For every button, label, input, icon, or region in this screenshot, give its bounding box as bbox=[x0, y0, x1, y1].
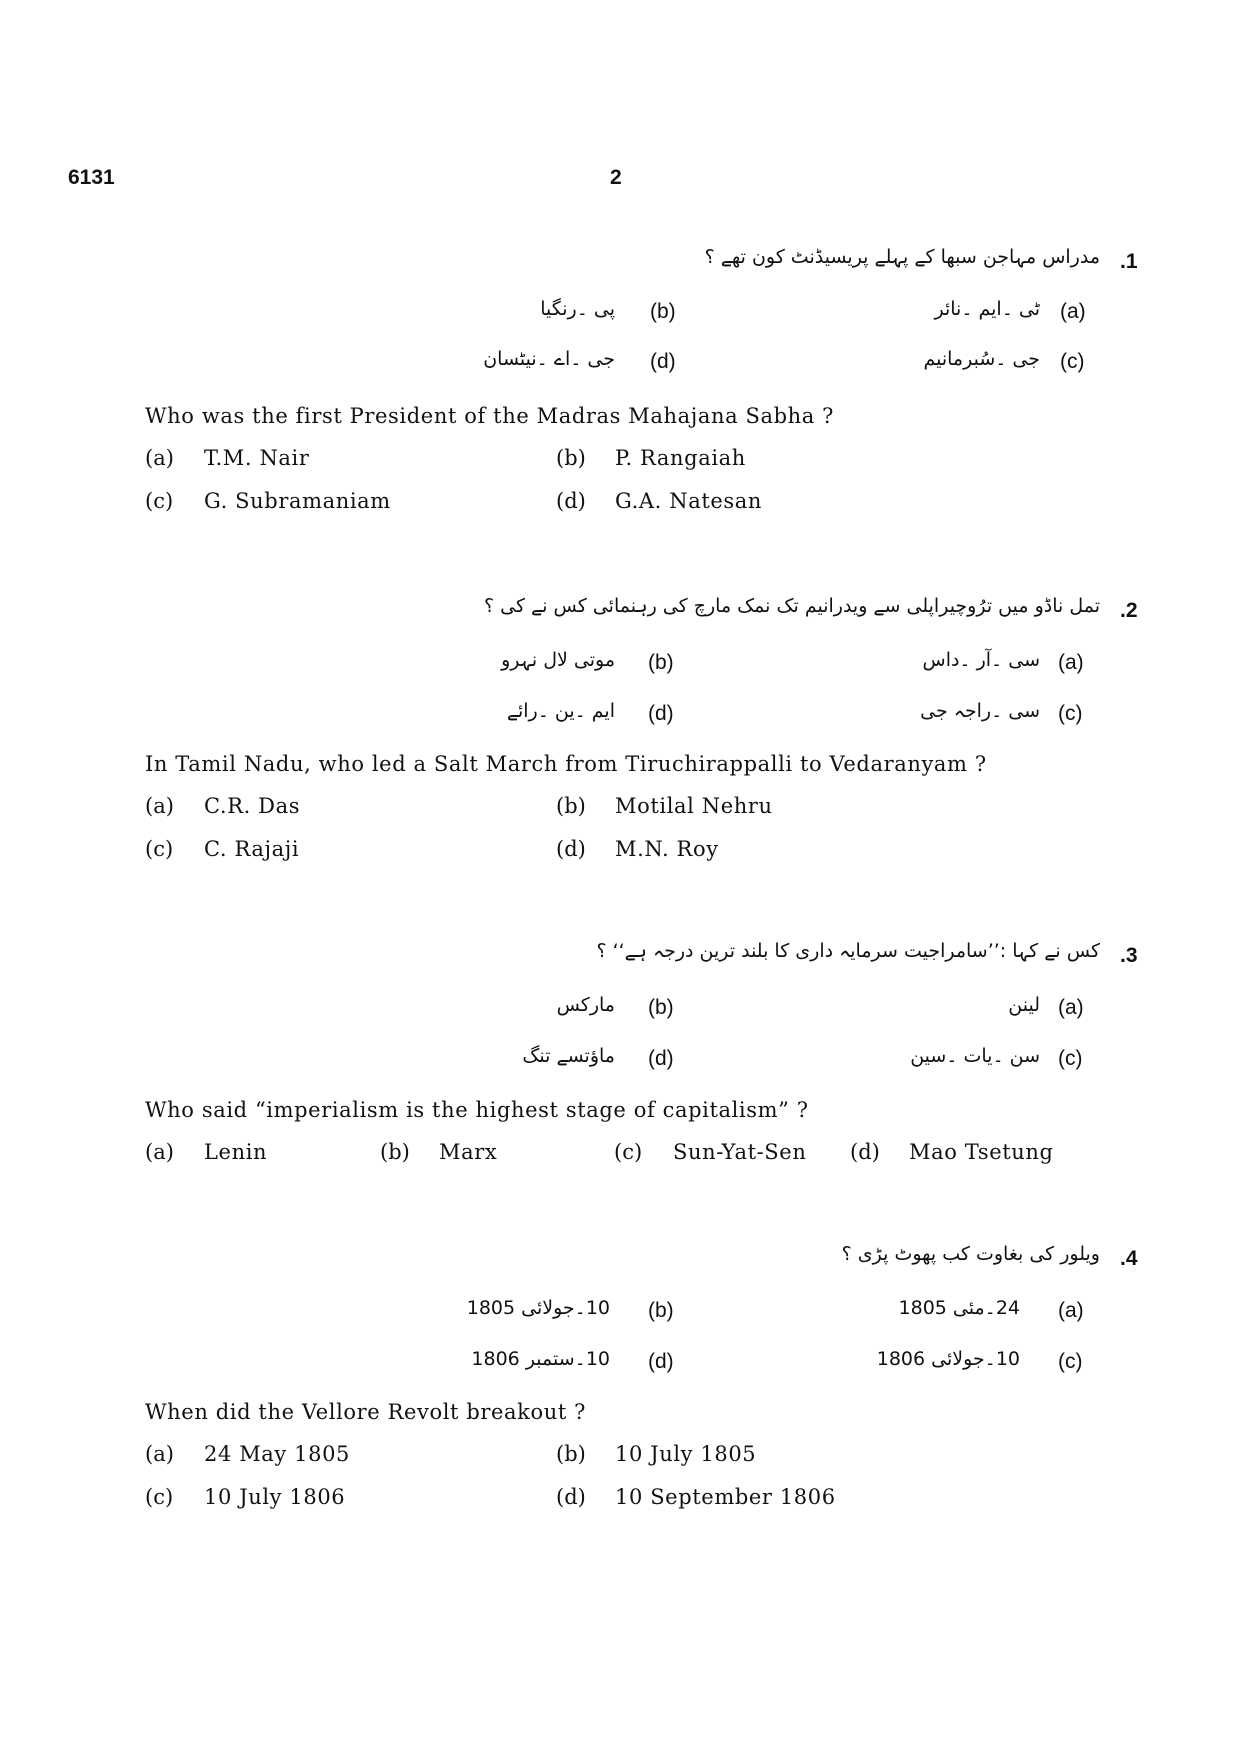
urdu-option-c: سی ۔راجہ جی bbox=[920, 700, 1040, 722]
english-option-letter-d: (d) bbox=[556, 489, 586, 513]
question-number: .4 bbox=[1120, 1247, 1138, 1270]
english-option-letter-c: (c) bbox=[614, 1140, 643, 1164]
urdu-option-a: ٹی ۔ایم ۔نائر bbox=[934, 298, 1040, 320]
english-option-letter-a: (a) bbox=[145, 1140, 174, 1164]
urdu-option-letter-d: (d) bbox=[648, 1047, 674, 1070]
urdu-option-b: پی ۔رنگیا bbox=[540, 298, 615, 320]
english-option-d: Mao Tsetung bbox=[909, 1140, 1054, 1164]
english-option-c: G. Subramaniam bbox=[204, 489, 391, 513]
urdu-option-c: 10۔جولائی 1806 bbox=[876, 1348, 1020, 1370]
english-question-text: Who was the first President of the Madras Mahajana Sabha ? bbox=[145, 404, 835, 428]
english-option-c: 10 July 1806 bbox=[204, 1485, 346, 1509]
urdu-option-letter-a: (a) bbox=[1058, 1299, 1084, 1322]
urdu-option-letter-a: (a) bbox=[1060, 300, 1086, 323]
question-number: .1 bbox=[1120, 250, 1138, 273]
english-option-letter-c: (c) bbox=[145, 1485, 174, 1509]
urdu-option-a: 24۔مئی 1805 bbox=[898, 1297, 1020, 1319]
urdu-option-c: سن ۔یات ۔سین bbox=[910, 1045, 1040, 1067]
english-question-text: Who said “imperialism is the highest stage of capitalism” ? bbox=[145, 1098, 809, 1122]
urdu-option-letter-b: (b) bbox=[648, 651, 674, 674]
paper-code: 6131 bbox=[68, 166, 115, 189]
english-option-letter-a: (a) bbox=[145, 1442, 174, 1466]
urdu-option-b: موتی لال نہرو bbox=[501, 649, 615, 671]
urdu-option-d: ایم ۔ین ۔رائے bbox=[506, 700, 615, 722]
urdu-option-letter-c: (c) bbox=[1060, 350, 1085, 373]
english-question-text: When did the Vellore Revolt breakout ? bbox=[145, 1400, 587, 1424]
urdu-option-b: مارکس bbox=[556, 994, 615, 1016]
english-option-letter-d: (d) bbox=[850, 1140, 880, 1164]
english-option-a: Lenin bbox=[204, 1140, 268, 1164]
urdu-option-letter-a: (a) bbox=[1058, 996, 1084, 1019]
english-option-a: C.R. Das bbox=[204, 794, 301, 818]
urdu-option-letter-c: (c) bbox=[1058, 1350, 1083, 1373]
english-option-b: Motilal Nehru bbox=[615, 794, 773, 818]
urdu-question-text: ویلور کی بغاوت کب پھوٹ پڑی ؟ bbox=[841, 1243, 1100, 1265]
english-option-b: P. Rangaiah bbox=[615, 446, 746, 470]
urdu-option-d: ماؤتسے تنگ bbox=[522, 1045, 615, 1067]
english-option-letter-d: (d) bbox=[556, 837, 586, 861]
urdu-option-letter-d: (d) bbox=[648, 702, 674, 725]
urdu-option-letter-b: (b) bbox=[650, 300, 676, 323]
urdu-option-letter-d: (d) bbox=[648, 1350, 674, 1373]
english-option-a: T.M. Nair bbox=[204, 446, 310, 470]
urdu-question-text: مدراس مہاجن سبھا کے پہلے پریسیڈنٹ کون تھے ؟ bbox=[704, 246, 1100, 268]
question-number: .2 bbox=[1120, 599, 1138, 622]
english-option-letter-a: (a) bbox=[145, 794, 174, 818]
page-number: 2 bbox=[610, 166, 622, 189]
urdu-option-b: 10۔جولائی 1805 bbox=[466, 1297, 610, 1319]
english-option-letter-c: (c) bbox=[145, 489, 174, 513]
urdu-option-a: سی ۔آر ۔داس bbox=[922, 649, 1040, 671]
english-option-letter-b: (b) bbox=[556, 446, 586, 470]
english-option-letter-c: (c) bbox=[145, 837, 174, 861]
english-option-letter-b: (b) bbox=[380, 1140, 410, 1164]
urdu-option-letter-c: (c) bbox=[1058, 702, 1083, 725]
english-option-d: M.N. Roy bbox=[615, 837, 719, 861]
urdu-option-a: لینن bbox=[1008, 994, 1040, 1016]
urdu-option-letter-b: (b) bbox=[648, 1299, 674, 1322]
english-option-a: 24 May 1805 bbox=[204, 1442, 351, 1466]
urdu-question-text: تمل ناڈو میں ترُوچیراپلی سے ویدرانیم تک نمک مارچ کی رہنمائی کس نے کی ؟ bbox=[484, 595, 1100, 617]
urdu-option-letter-c: (c) bbox=[1058, 1047, 1083, 1070]
urdu-option-letter-d: (d) bbox=[650, 350, 676, 373]
urdu-option-d: جی ۔اے ۔نیٹسان bbox=[483, 348, 615, 370]
english-option-c: C. Rajaji bbox=[204, 837, 300, 861]
english-option-c: Sun-Yat-Sen bbox=[673, 1140, 807, 1164]
urdu-option-letter-b: (b) bbox=[648, 996, 674, 1019]
urdu-option-d: 10۔ستمبر 1806 bbox=[471, 1348, 610, 1370]
english-option-b: 10 July 1805 bbox=[615, 1442, 757, 1466]
english-question-text: In Tamil Nadu, who led a Salt March from Tiruchirappalli to Vedaranyam ? bbox=[145, 752, 987, 776]
english-option-letter-a: (a) bbox=[145, 446, 174, 470]
urdu-option-c: جی ۔سُبرمانیم bbox=[923, 348, 1040, 370]
english-option-d: G.A. Natesan bbox=[615, 489, 763, 513]
question-number: .3 bbox=[1120, 944, 1138, 967]
english-option-d: 10 September 1806 bbox=[615, 1485, 836, 1509]
english-option-b: Marx bbox=[439, 1140, 498, 1164]
urdu-question-text: کس نے کہا :’’سامراجیت سرمایہ داری کا بلند ترین درجہ ہے‘‘ ؟ bbox=[596, 940, 1100, 962]
urdu-option-letter-a: (a) bbox=[1058, 651, 1084, 674]
english-option-letter-b: (b) bbox=[556, 794, 586, 818]
english-option-letter-b: (b) bbox=[556, 1442, 586, 1466]
english-option-letter-d: (d) bbox=[556, 1485, 586, 1509]
